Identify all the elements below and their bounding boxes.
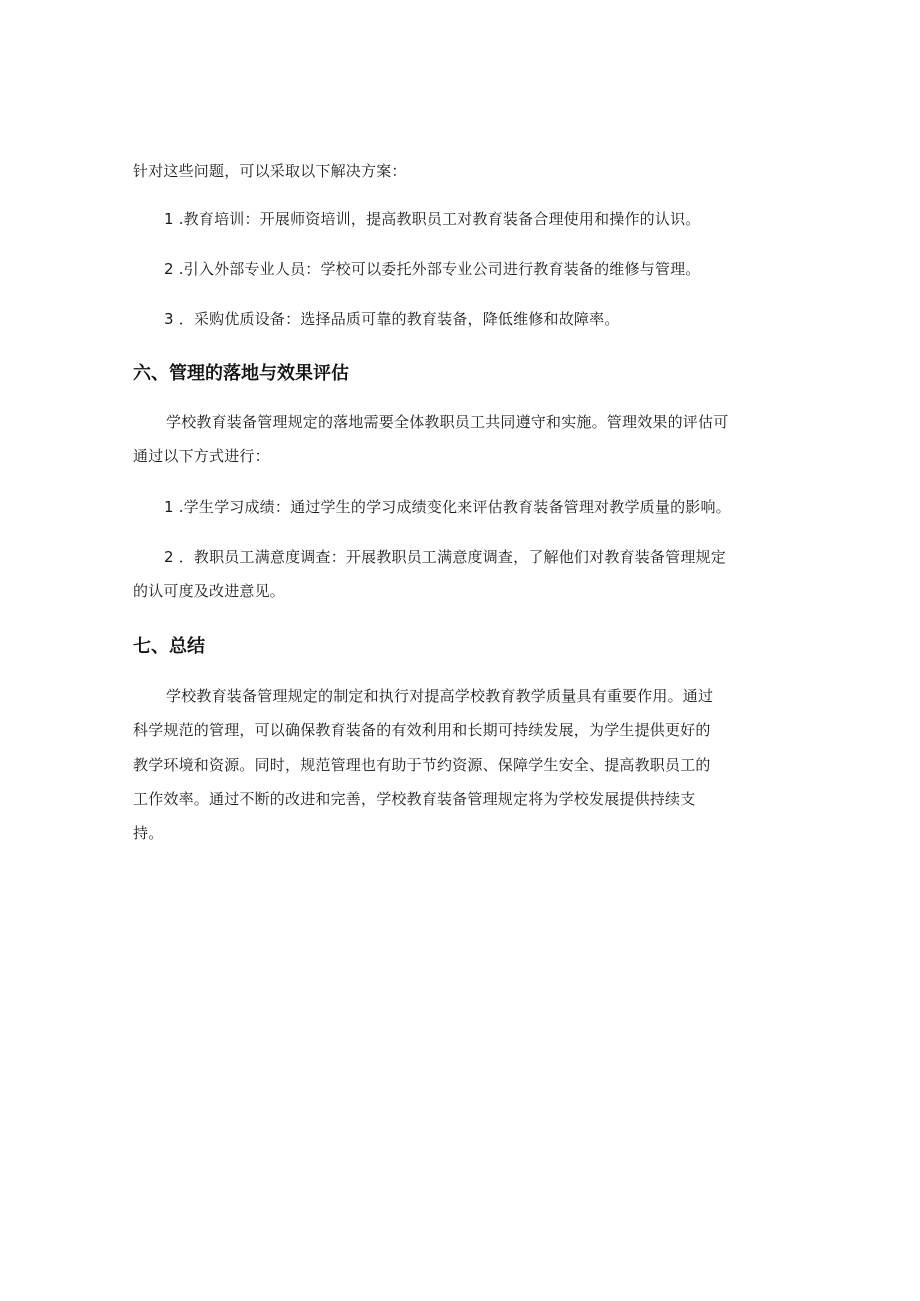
section-6-paragraph-line-1: 学校教育装备管理规定的落地需要全体教职员工共同遵守和实施。管理效果的评估可 (166, 413, 729, 431)
summary-line-5: 持。 (133, 824, 164, 842)
summary-line-2: 科学规范的管理，可以确保教育装备的有效利用和长期可持续发展，为学生提供更好的 (133, 721, 711, 739)
summary-line-4: 工作效率。通过不断的改进和完善，学校教育装备管理规定将为学校发展提供持续支 (133, 790, 696, 808)
solution-item-2: 2 .引入外部专业人员：学校可以委托外部专业公司进行教育装备的维修与管理。 (164, 260, 701, 278)
evaluation-item-1: 1 .学生学习成绩：通过学生的学习成绩变化来评估教育装备管理对教学质量的影响。 (164, 498, 731, 516)
evaluation-item-2-line-1: 2 ．教职员工满意度调查：开展教职员工满意度调查，了解他们对教育装备管理规定 (164, 548, 726, 566)
summary-line-3: 教学环境和资源。同时，规范管理也有助于节约资源、保障学生安全、提高教职员工的 (133, 756, 711, 774)
intro-text: 针对这些问题，可以采取以下解决方案： (133, 162, 407, 180)
summary-line-1: 学校教育装备管理规定的制定和执行对提高学校教育教学质量具有重要作用。通过 (166, 687, 714, 705)
section-6-paragraph-line-2: 通过以下方式进行： (133, 447, 270, 465)
section-7-heading: 七、总结 (133, 636, 205, 657)
solution-item-3: 3 ．采购优质设备：选择品质可靠的教育装备，降低维修和故障率。 (164, 310, 620, 328)
solution-item-1: 1 .教育培训：开展师资培训，提高教职员工对教育装备合理使用和操作的认识。 (164, 210, 701, 228)
evaluation-item-2-line-2: 的认可度及改进意见。 (133, 582, 286, 600)
section-6-heading: 六、管理的落地与效果评估 (133, 363, 349, 384)
